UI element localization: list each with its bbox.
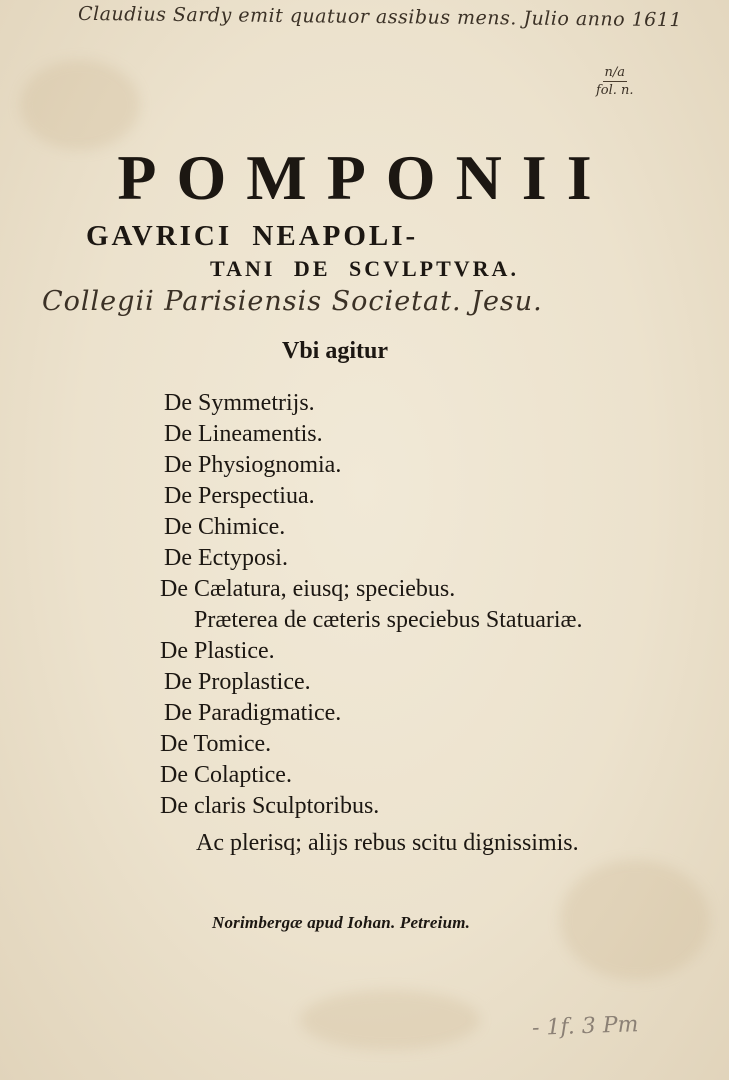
- contents-item: De Symmetrijs.: [164, 390, 315, 416]
- contents-item: De Chimice.: [164, 514, 286, 540]
- shelfmark-line-1: n/a: [604, 65, 626, 80]
- paper-stain: [560, 860, 710, 980]
- shelfmark-line-2: fol. n.: [596, 83, 634, 98]
- contents-item: Ac plerisq; alijs rebus scitu dignissimis.: [196, 830, 579, 856]
- contents-item: De Physiognomia.: [164, 452, 342, 478]
- contents-item: De Paradigmatice.: [164, 700, 342, 726]
- contents-item: De Proplastice.: [164, 669, 311, 695]
- contents-item: De Tomice.: [160, 731, 272, 757]
- title-author: POMPONII: [117, 142, 612, 213]
- title-line-3: TANI DE SCVLPTVRA.: [210, 256, 519, 281]
- handwritten-ownership-note: Claudius Sardy emit quatuor assibus mens. Julio anno 1611: [77, 2, 683, 32]
- contents-item: De Colaptice.: [160, 762, 292, 788]
- paper-stain: [20, 60, 140, 150]
- contents-item: De Ectyposi.: [164, 545, 288, 571]
- handwritten-college-inscription: Collegii Parisiensis Societat. Jesu.: [42, 286, 543, 317]
- contents-item: De Perspectiua.: [164, 483, 315, 509]
- contents-item: De Lineamentis.: [164, 421, 323, 447]
- contents-item: De claris Sculptoribus.: [160, 793, 380, 819]
- title-line-2: GAVRICI NEAPOLI-: [86, 220, 419, 252]
- subtitle: Vbi agitur: [282, 338, 389, 364]
- handwritten-bottom-note: - 1f. 3 Pm: [531, 1012, 639, 1041]
- imprint: Norimbergæ apud Iohan. Petreium.: [212, 913, 471, 932]
- contents-item: De Plastice.: [160, 638, 275, 664]
- contents-item: Præterea de cæteris speciebus Statuariæ.: [194, 607, 583, 633]
- paper-stain: [300, 990, 480, 1050]
- handwritten-shelfmark: [596, 64, 634, 99]
- contents-item: De Cælatura, eiusq; speciebus.: [160, 576, 456, 602]
